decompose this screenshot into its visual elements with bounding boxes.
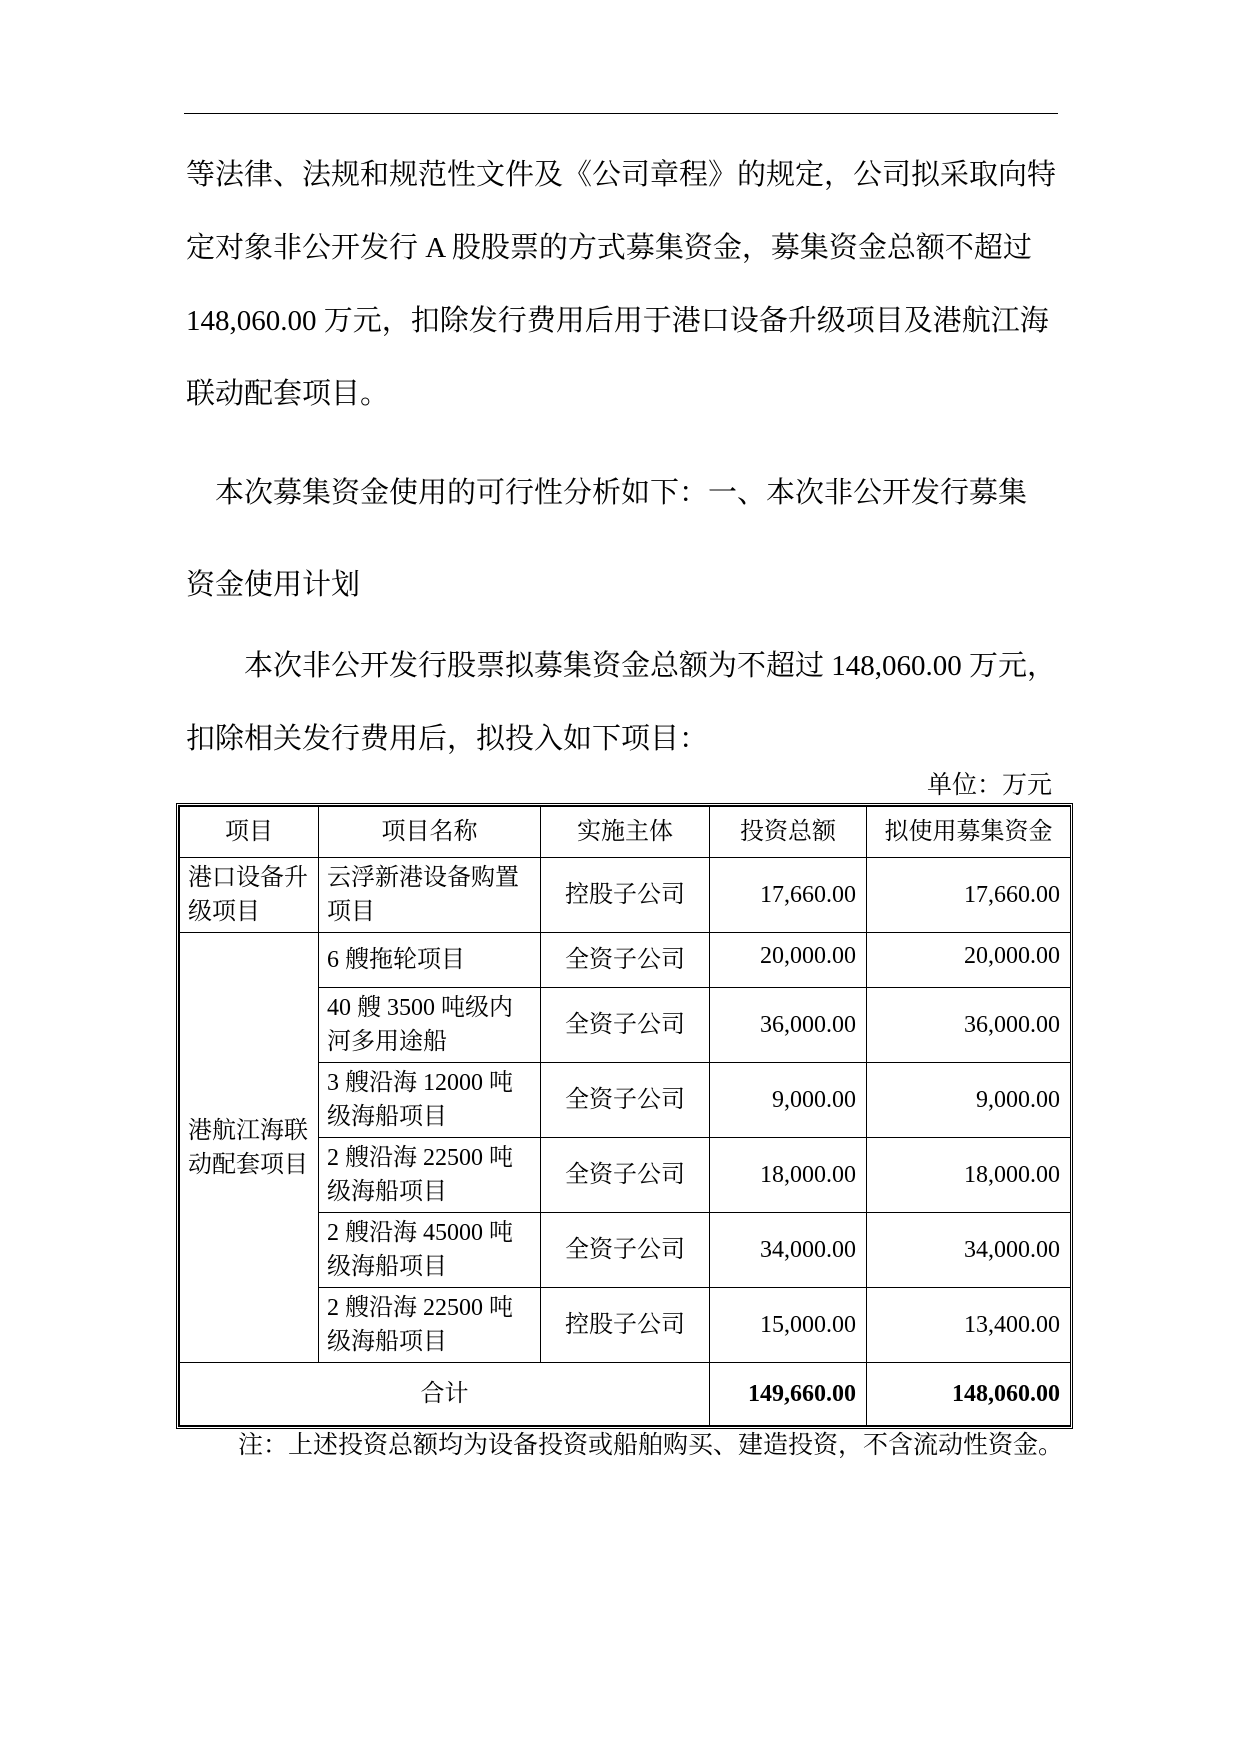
paragraph-line: 148,060.00 万元，扣除发行费用后用于港口设备升级项目及港航江海 (186, 305, 1049, 337)
total-cell: 17,660.00 (710, 858, 867, 933)
header-raised-funds: 拟使用募集资金 (867, 807, 1071, 858)
paragraph-line: 等法律、法规和规范性文件及《公司章程》的规定，公司拟采取向特 (186, 159, 1057, 191)
category-cell: 港航江海联动配套项目 (180, 933, 319, 1363)
project-name-cell: 云浮新港设备购置项目 (319, 858, 541, 933)
entity-cell: 控股子公司 (541, 858, 710, 933)
raised-cell: 34,000.00 (867, 1213, 1071, 1288)
header-rule (184, 113, 1058, 114)
table-total-row (180, 1363, 1071, 1426)
table-row (180, 933, 1071, 988)
total-cell: 15,000.00 (710, 1288, 867, 1363)
paragraph-line: 定对象非公开发行 A 股股票的方式募集资金，募集资金总额不超过 (186, 232, 1032, 264)
header-entity: 实施主体 (541, 807, 710, 858)
project-name-cell: 2 艘沿海 22500 吨级海船项目 (319, 1138, 541, 1213)
entity-cell: 全资子公司 (541, 1213, 710, 1288)
raised-cell: 9,000.00 (867, 1063, 1071, 1138)
header-category: 项目 (180, 807, 319, 858)
table-row (180, 858, 1071, 933)
paragraph-fund-plan (186, 630, 1066, 776)
entity-cell: 全资子公司 (541, 933, 710, 988)
grand-total-investment-cell: 149,660.00 (710, 1363, 867, 1426)
raised-cell: 18,000.00 (867, 1138, 1071, 1213)
project-name-cell: 6 艘拖轮项目 (319, 933, 541, 988)
total-label-cell: 合计 (180, 1363, 710, 1426)
total-cell: 9,000.00 (710, 1063, 867, 1138)
raised-cell: 17,660.00 (867, 858, 1071, 933)
paragraph-line: 联动配套项目。 (186, 378, 390, 410)
raised-cell: 20,000.00 (867, 933, 1071, 988)
total-cell: 20,000.00 (710, 933, 867, 988)
entity-cell: 全资子公司 (541, 1063, 710, 1138)
paragraph-line: 扣除相关发行费用后，拟投入如下项目： (186, 723, 709, 755)
entity-cell: 控股子公司 (541, 1288, 710, 1363)
fund-usage-table (176, 803, 1073, 1429)
grand-total-raised-cell: 148,060.00 (867, 1363, 1071, 1426)
entity-cell: 全资子公司 (541, 988, 710, 1063)
raised-cell: 36,000.00 (867, 988, 1071, 1063)
paragraph-line: 本次募集资金使用的可行性分析如下：一、本次非公开发行募集 (186, 477, 1028, 509)
paragraph-line: 资金使用计划 (186, 569, 361, 601)
table-note: 注：上述投资总额均为设备投资或船舶购买、建造投资，不含流动性资金。 (238, 1432, 1064, 1459)
header-project-name: 项目名称 (319, 807, 541, 858)
project-name-cell: 2 艘沿海 22500 吨级海船项目 (319, 1288, 541, 1363)
table-header-row (180, 807, 1071, 858)
raised-cell: 13,400.00 (867, 1288, 1071, 1363)
project-name-cell: 2 艘沿海 45000 吨级海船项目 (319, 1213, 541, 1288)
total-cell: 34,000.00 (710, 1213, 867, 1288)
total-cell: 18,000.00 (710, 1138, 867, 1213)
project-name-cell: 3 艘沿海 12000 吨级海船项目 (319, 1063, 541, 1138)
project-name-cell: 40 艘 3500 吨级内河多用途船 (319, 988, 541, 1063)
paragraph-section-heading (186, 447, 1066, 631)
total-cell: 36,000.00 (710, 988, 867, 1063)
header-total-investment: 投资总额 (710, 807, 867, 858)
unit-label: 单位：万元 (926, 772, 1052, 799)
category-cell: 港口设备升级项目 (180, 858, 319, 933)
entity-cell: 全资子公司 (541, 1138, 710, 1213)
paragraph-legal-basis (186, 139, 1066, 431)
paragraph-line: 本次非公开发行股票拟募集资金总额为不超过 148,060.00 万元， (186, 650, 1057, 682)
